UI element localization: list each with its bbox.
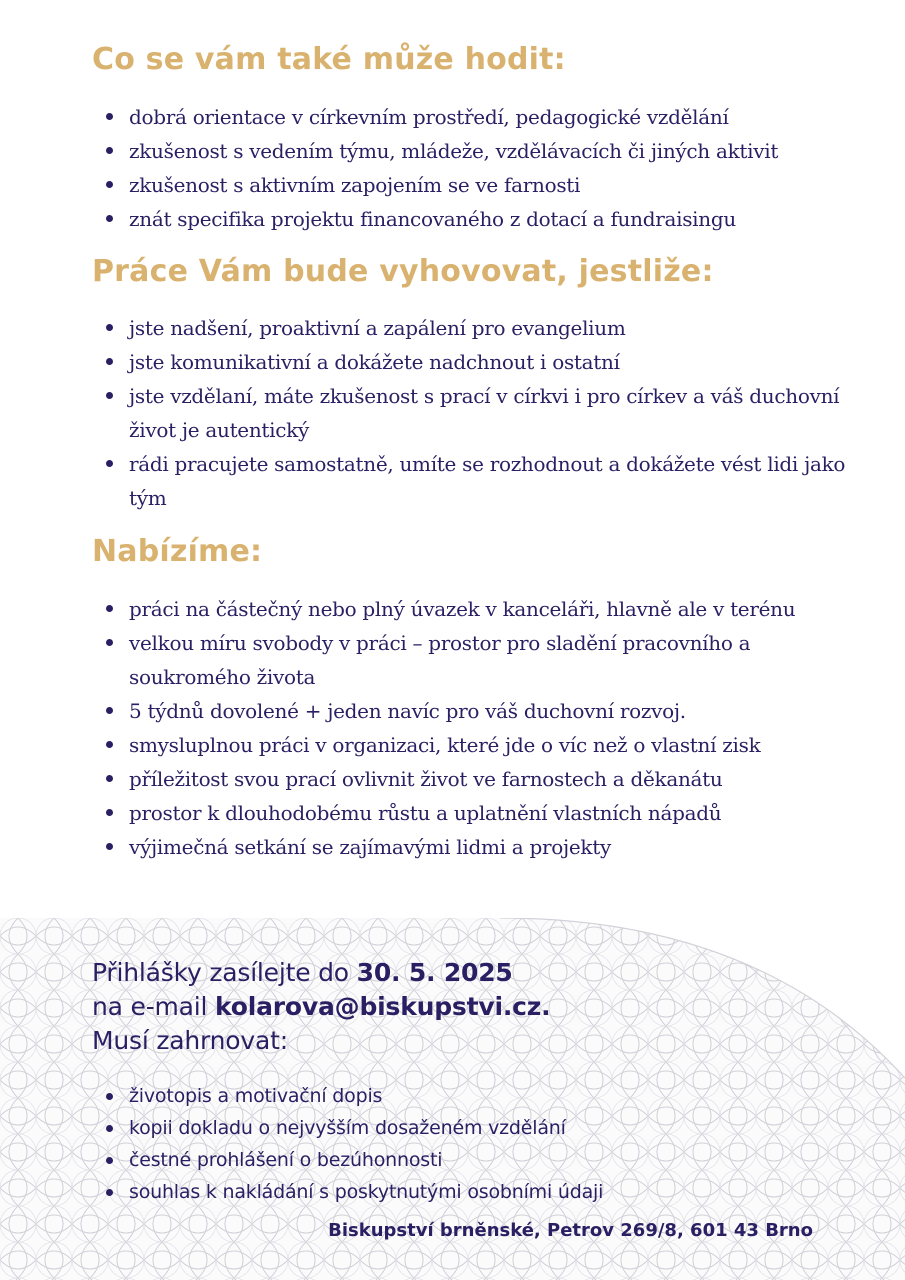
section-title-offer: Nabízíme: bbox=[92, 534, 263, 569]
organization-address: Biskupství brněnské, Petrov 269/8, 601 43 Brno bbox=[328, 1220, 813, 1241]
section-title-useful-skills: Co se vám také může hodit: bbox=[92, 42, 566, 77]
list-item: práci na částečný nebo plný úvazek v kanceláři, hlavně ale v terénu bbox=[104, 592, 874, 626]
list-item: výjimečná setkání se zajímavými lidmi a projekty bbox=[104, 830, 874, 864]
deadline-date: 30. 5. 2025 bbox=[356, 958, 513, 987]
email-address[interactable]: kolarova@biskupstvi.cz. bbox=[215, 992, 551, 1021]
requirements-list bbox=[104, 1080, 864, 1208]
requirements-heading: Musí zahrnovat: bbox=[92, 1026, 288, 1055]
offer-list bbox=[104, 592, 874, 864]
list-item: smysluplnou práci v organizaci, které jde o víc než o vlastní zisk bbox=[104, 728, 874, 762]
email-line: na e-mail kolarova@biskupstvi.cz. bbox=[92, 992, 551, 1021]
list-item: jste vzdělaní, máte zkušenost s prací v církvi i pro církev a váš duchovní život je autentický bbox=[104, 379, 874, 447]
suitability-list bbox=[104, 311, 874, 515]
list-item: 5 týdnů dovolené + jeden navíc pro váš duchovní rozvoj. bbox=[104, 694, 874, 728]
list-item: životopis a motivační dopis bbox=[104, 1080, 864, 1112]
list-item: jste nadšení, proaktivní a zapálení pro evangelium bbox=[104, 311, 874, 345]
list-item: prostor k dlouhodobému růstu a uplatnění vlastních nápadů bbox=[104, 796, 874, 830]
list-item: rádi pracujete samostatně, umíte se rozhodnout a dokážete vést lidi jako tým bbox=[104, 447, 874, 515]
list-item: souhlas k nakládání s poskytnutými osobními údaji bbox=[104, 1176, 864, 1208]
application-info bbox=[92, 956, 550, 1058]
useful-skills-list bbox=[104, 100, 874, 236]
list-item: znát specifika projektu financovaného z dotací a fundraisingu bbox=[104, 202, 874, 236]
list-item: příležitost svou prací ovlivnit život ve farnostech a děkanátu bbox=[104, 762, 874, 796]
list-item: jste komunikativní a dokážete nadchnout i ostatní bbox=[104, 345, 874, 379]
list-item: zkušenost s aktivním zapojením se ve farnosti bbox=[104, 168, 874, 202]
list-item: kopii dokladu o nejvyšším dosaženém vzdělání bbox=[104, 1112, 864, 1144]
deadline-line: Přihlášky zasílejte do 30. 5. 2025 bbox=[92, 958, 513, 987]
list-item: čestné prohlášení o bezúhonnosti bbox=[104, 1144, 864, 1176]
list-item: velkou míru svobody v práci – prostor pro sladění pracovního a soukromého života bbox=[104, 626, 874, 694]
section-title-suitability: Práce Vám bude vyhovovat, jestliže: bbox=[92, 254, 714, 289]
list-item: dobrá orientace v církevním prostředí, pedagogické vzdělání bbox=[104, 100, 874, 134]
list-item: zkušenost s vedením týmu, mládeže, vzdělávacích či jiných aktivit bbox=[104, 134, 874, 168]
